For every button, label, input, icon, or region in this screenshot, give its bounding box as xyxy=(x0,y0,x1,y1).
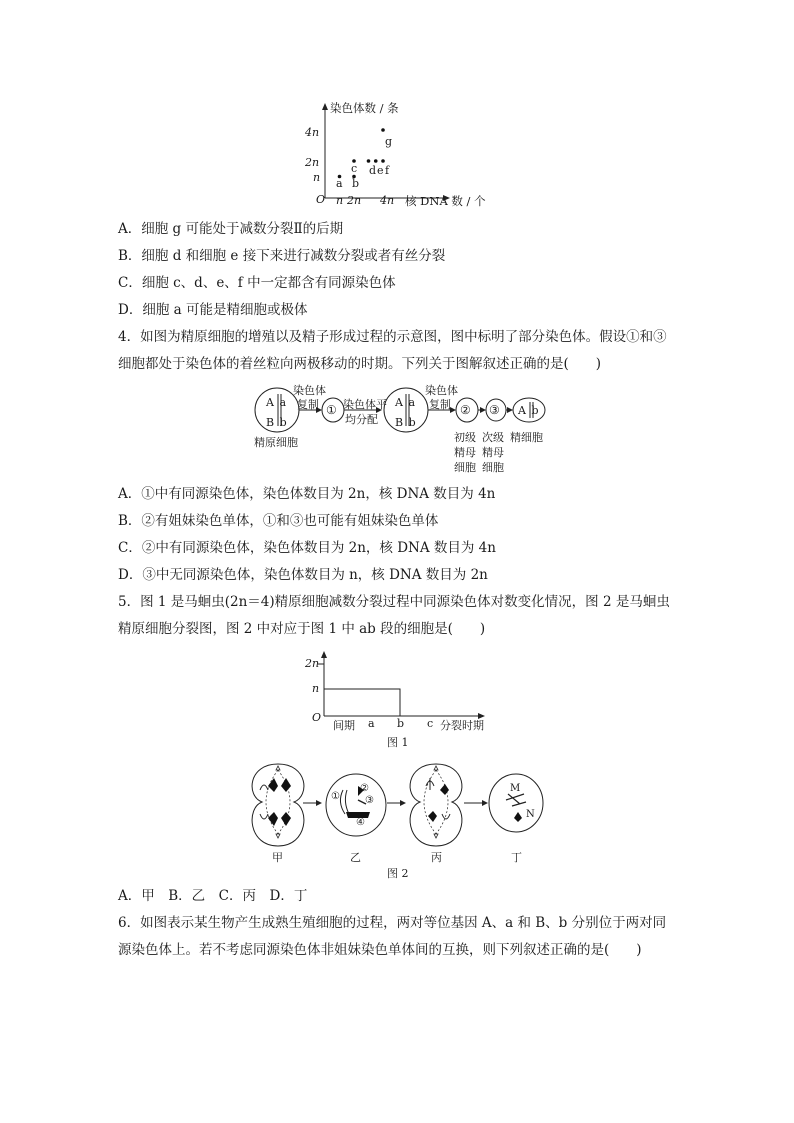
q5-answer-options: A．甲 B．乙 C．丙 D．丁 xyxy=(118,888,308,904)
q4-arrow1-bottom: 复制 xyxy=(297,398,319,411)
q4-arrow2-top: 染色体平 xyxy=(343,398,387,411)
q5-fig1-x-interphase: 间期 xyxy=(333,719,355,732)
q4-arrow3-top: 染色体 xyxy=(425,384,458,397)
q4-option-a: A．①中有同源染色体，染色体数目为 2n，核 DNA 数目为 4n xyxy=(118,486,496,502)
q4-sperm-gene: A b xyxy=(518,404,539,417)
q4-label-sperm: 精细胞 xyxy=(510,431,543,444)
q5-fig2-mark-4: ④ xyxy=(356,817,365,828)
q5-stem-line2: 精原细胞分裂图，图 2 中对应于图 1 中 ab 段的细胞是( ) xyxy=(118,621,486,637)
q4-option-c: C．②中有同源染色体，染色体数目为 2n，核 DNA 数目为 4n xyxy=(118,540,496,556)
q3-option-b: B．细胞 d 和细胞 e 接下来进行减数分裂或者有丝分裂 xyxy=(118,248,446,264)
q3-point-label-a: a xyxy=(336,177,343,190)
q5-fig2-label-jia: 甲 xyxy=(272,851,283,864)
q4-cell2-gene-bottom: B b xyxy=(395,416,416,429)
q3-point-label-e: e xyxy=(377,164,384,177)
q4-label-primary-2: 精母 xyxy=(454,446,476,459)
q3-xtick-4n: 4n xyxy=(380,194,395,207)
q5-fig2-mark-M: M xyxy=(510,783,521,794)
q4-circle-1-label: ① xyxy=(326,403,337,417)
q4-label-spermatogonium: 精原细胞 xyxy=(254,436,298,449)
q4-label-secondary-1: 次级 xyxy=(482,431,504,444)
q4-circle-3-label: ③ xyxy=(489,403,500,417)
q4-cell1-gene-top: A a xyxy=(266,396,286,409)
q4-arrow3-bottom: 复制 xyxy=(429,398,451,411)
q4-arrow2-bottom: 均分配 xyxy=(345,413,378,426)
q4-label-primary-3: 细胞 xyxy=(454,461,476,474)
q5-fig2-mark-3: ③ xyxy=(365,795,374,806)
q5-fig2-mark-N: N xyxy=(526,809,535,820)
q5-fig1-caption: 图 1 xyxy=(387,736,409,749)
q3-origin: O xyxy=(316,193,326,206)
q3-option-a: A．细胞 g 可能处于减数分裂Ⅱ的后期 xyxy=(118,221,344,237)
q4-cell2-gene-top: A a xyxy=(395,396,415,409)
q5-fig1-x-b: b xyxy=(397,717,405,730)
q3-ytick-4n: 4n xyxy=(305,126,320,139)
q3-xtick-n: n xyxy=(336,194,344,207)
q5-fig2-label-bing: 丙 xyxy=(431,851,442,864)
q3-option-c: C．细胞 c、d、e、f 中一定都含有同源染色体 xyxy=(118,275,396,291)
q3-point-label-b: b xyxy=(352,177,360,190)
q4-label-primary-1: 初级 xyxy=(454,431,476,444)
q5-fig1-x-a: a xyxy=(368,717,375,730)
q4-stem-line1: 4．如图为精原细胞的增殖以及精子形成过程的示意图，图中标明了部分染色体。假设①和③ xyxy=(118,329,667,345)
q5-fig2-mark-2: ② xyxy=(360,783,369,794)
q5-fig2-label-yi: 乙 xyxy=(350,851,361,864)
q4-option-b: B．②有姐妹染色单体，①和③也可能有姐妹染色单体 xyxy=(118,513,439,529)
q3-xtick-2n: 2n xyxy=(347,194,362,207)
q3-point-label-c: c xyxy=(351,162,358,175)
q5-fig2-mark-1: ① xyxy=(331,791,340,802)
q4-label-secondary-3: 细胞 xyxy=(482,461,504,474)
q5-fig2-caption: 图 2 xyxy=(387,867,409,880)
q6-stem-line1: 6．如图表示某生物产生成熟生殖细胞的过程，两对等位基因 A、a 和 B、b 分别位于两对同 xyxy=(118,915,667,931)
q4-stem-line2: 细胞都处于染色体的着丝粒向两极移动的时期。下列关于图解叙述正确的是( ) xyxy=(118,356,602,372)
q3-ytick-2n: 2n xyxy=(305,156,320,169)
q3-point-label-g: g xyxy=(385,135,393,148)
q3-ytick-n: n xyxy=(313,171,321,184)
q5-fig1-ytick-2n: 2n xyxy=(305,657,320,670)
q5-stem-line1: 5．图 1 是马蛔虫(2n＝4)精原细胞减数分裂过程中同源染色体对数变化情况，图 2 是马蛔虫 xyxy=(118,594,670,610)
q4-arrow1-top: 染色体 xyxy=(293,384,326,397)
q5-fig1-origin: O xyxy=(312,711,322,724)
q4-option-d: D．③中无同源染色体，染色体数目为 n，核 DNA 数目为 2n xyxy=(118,567,488,583)
q4-label-secondary-2: 精母 xyxy=(482,446,504,459)
q4-cell1-gene-bottom: B b xyxy=(266,416,287,429)
q5-fig1-ytick-n: n xyxy=(312,682,320,695)
q3-x-axis-label: 核 DNA 数 / 个 xyxy=(405,194,486,208)
q3-point-label-f: f xyxy=(385,164,390,177)
q5-fig2-label-ding: 丁 xyxy=(511,851,522,864)
q3-option-d: D．细胞 a 可能是精细胞或极体 xyxy=(118,302,308,318)
q3-point-label-d: d xyxy=(369,164,377,177)
q6-stem-line2: 源染色体上。若不考虑同源染色体非姐妹染色单体间的互换，则下列叙述正确的是( ) xyxy=(118,942,642,958)
q4-circle-2-label: ② xyxy=(460,403,471,417)
q5-fig1-x-title: 分裂时期 xyxy=(440,719,484,732)
q5-fig1-x-c: c xyxy=(427,717,434,730)
q3-y-axis-label: 染色体数 / 条 xyxy=(330,101,399,115)
